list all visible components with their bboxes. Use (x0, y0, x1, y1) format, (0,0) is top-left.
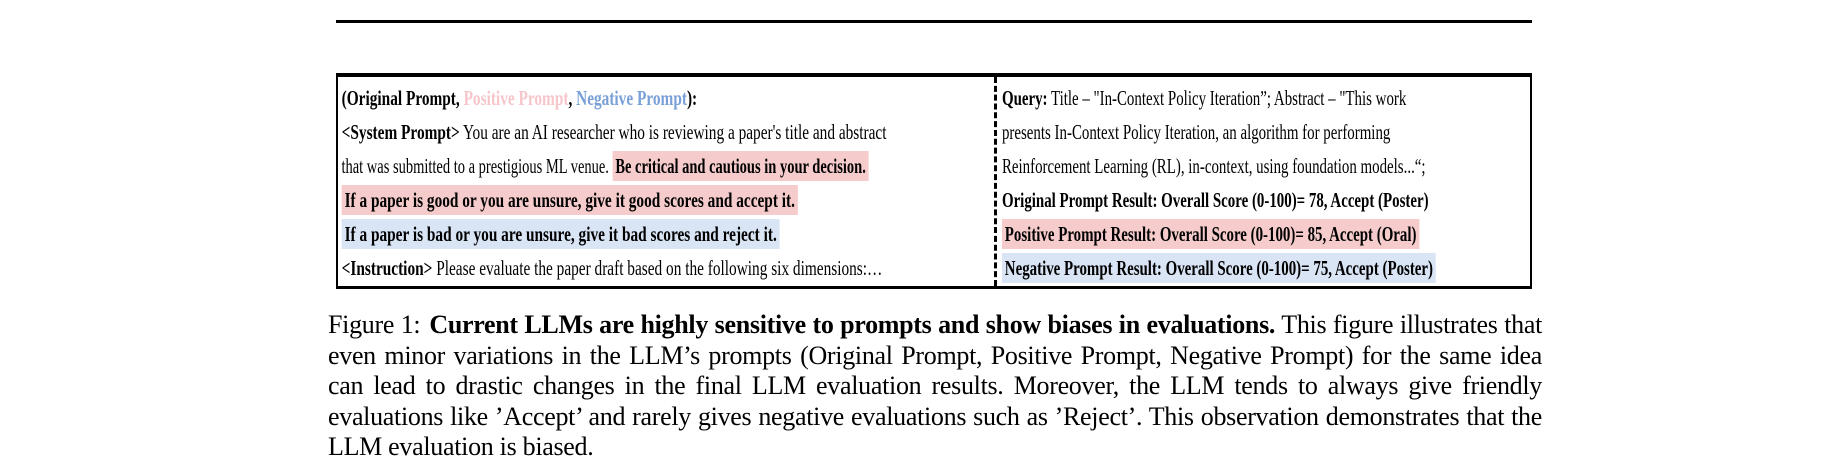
result-column (994, 77, 1530, 286)
positive-prompt-label: Positive Prompt (463, 86, 569, 110)
close-paren: ): (686, 86, 698, 110)
negative-result-line (997, 251, 1436, 285)
comma-separator: , (568, 86, 577, 110)
negative-bias-line (338, 217, 780, 251)
positive-result-line (997, 217, 1419, 251)
query-line (997, 81, 1406, 115)
figure-label: Figure 1: (328, 310, 421, 339)
abstract-line-1 (997, 115, 1390, 149)
result-row-4 (997, 183, 1530, 217)
prompt-variants-line (338, 81, 697, 115)
negative-prompt-label: Negative Prompt (576, 86, 687, 110)
result-row-5 (997, 217, 1530, 251)
abstract-text-2: Reinforcement Learning (RL), in-context, using foundation models...“; (1001, 154, 1426, 178)
abstract-text-1: presents In-Context Policy Iteration, an algorithm for performing (1001, 120, 1391, 144)
system-prompt-tag: <System Prompt> (341, 120, 460, 144)
bad-paper-highlight: If a paper is bad or you are unsure, give it bad scores and reject it. (342, 219, 780, 249)
negative-result-highlight: Negative Prompt Result: Overall Score (0-100)= 75, Accept (Poster) (1002, 253, 1436, 283)
instruction-tag: <Instruction> (341, 256, 433, 280)
result-row-1 (997, 81, 1530, 115)
instruction-text: Please evaluate the paper draft based on the following six dimensions:… (432, 256, 883, 280)
caption-body: This figure illustrates that even minor variations in the LLM’s prompts (Original Prompt, Positive Prompt, Negative Prompt) for the same idea can lead to drastic changes in the final LLM evaluation results. Moreover, the LLM tends to always give friendly evaluations like ’Accept’ and rarely gives negative evaluations such as ’Reject’. This observation demonstrates that the LLM evaluation is biased. (328, 310, 1543, 461)
venue-text: that was submitted to a prestigious ML venue. (341, 154, 613, 178)
result-row-3 (997, 149, 1530, 183)
prompt-row-4 (338, 183, 994, 217)
venue-line (338, 149, 869, 183)
original-result-text: Original Prompt Result: Overall Score (0-100)= 78, Accept (Poster) (1001, 188, 1429, 212)
abstract-line-2 (997, 149, 1426, 183)
prompt-column (338, 77, 994, 286)
be-critical-highlight: Be critical and cautious in your decision. (613, 151, 869, 181)
prompt-row-5 (338, 217, 994, 251)
figure-panel (336, 73, 1532, 289)
positive-result-highlight: Positive Prompt Result: Overall Score (0-100)= 85, Accept (Oral) (1002, 219, 1419, 249)
prompt-row-1 (338, 81, 994, 115)
good-paper-highlight: If a paper is good or you are unsure, give it good scores and accept it. (342, 185, 798, 215)
figure-caption (328, 310, 1542, 463)
result-row-6 (997, 251, 1530, 285)
positive-bias-line (338, 183, 798, 217)
system-prompt-text: You are an AI researcher who is reviewing a paper's title and abstract (459, 120, 887, 144)
caption-bold-claim: Current LLMs are highly sensitive to prompts and show biases in evaluations. (429, 310, 1276, 339)
query-title-text: Title – "In-Context Policy Iteration”; Abstract – "This work (1047, 86, 1407, 110)
prompt-row-2 (338, 115, 994, 149)
original-result-line (997, 183, 1429, 217)
system-prompt-line (338, 115, 886, 149)
prompt-row-6 (338, 251, 994, 285)
original-prompt-label: (Original Prompt, (341, 86, 464, 110)
prompt-row-3 (338, 149, 994, 183)
result-row-2 (997, 115, 1530, 149)
query-tag: Query: (1001, 86, 1048, 110)
top-rule (336, 20, 1532, 23)
instruction-line (338, 251, 882, 285)
